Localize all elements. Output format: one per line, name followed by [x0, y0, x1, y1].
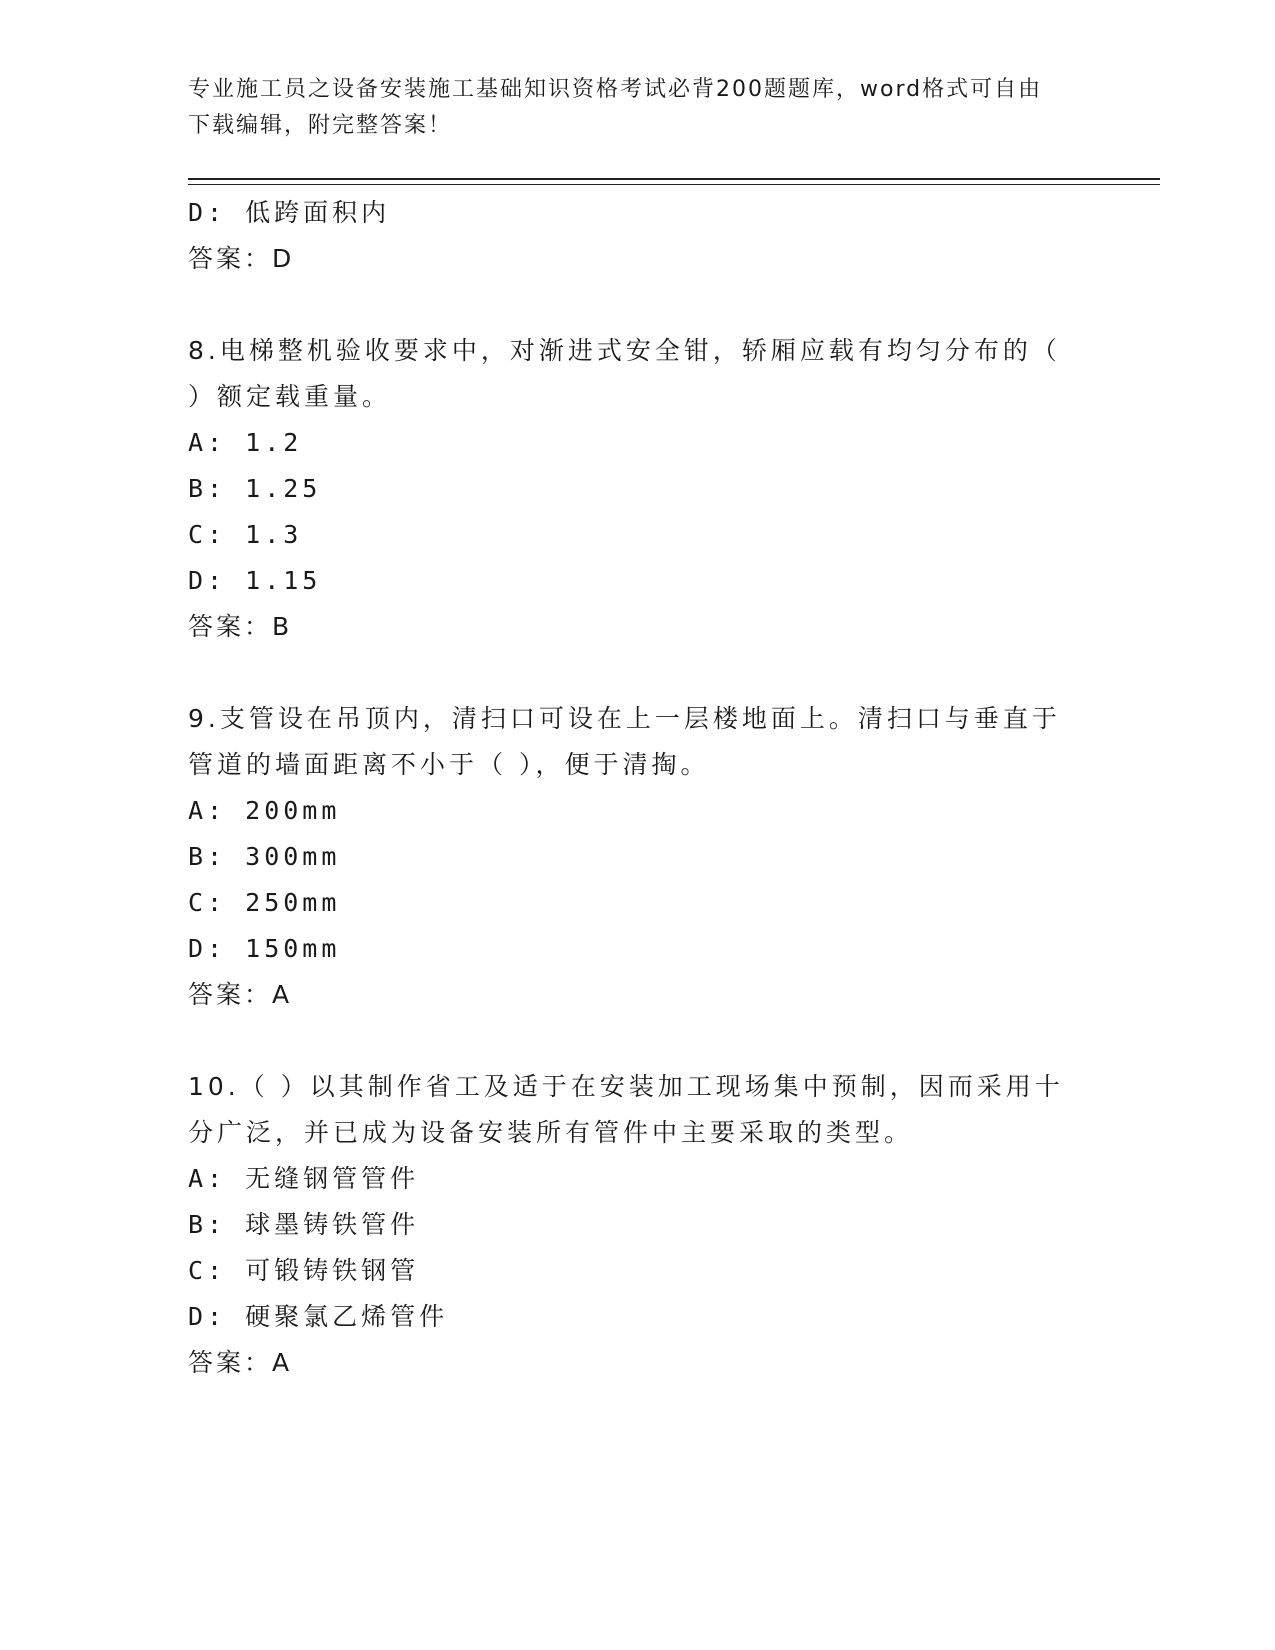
answer: 答案：D	[188, 244, 295, 273]
option-d: D: 1.15	[188, 566, 322, 595]
question-stem-line-1: 9.支管设在吊顶内，清扫口可设在上一层楼地面上。清扫口与垂直于	[188, 704, 1061, 733]
option-d: D: 低跨面积内	[188, 198, 391, 227]
question-stem-line-1: 8.电梯整机验收要求中，对渐进式安全钳，轿厢应载有均匀分布的（	[188, 336, 1061, 365]
question-10	[188, 1064, 1088, 1386]
question-stem-line-1: 10.（ ）以其制作省工及适于在安装加工现场集中预制，因而采用十	[188, 1072, 1064, 1101]
header-line-1: 专业施工员之设备安装施工基础知识资格考试必背200题题库，word格式可自由	[188, 77, 1043, 102]
option-a: A: 无缝钢管管件	[188, 1164, 420, 1193]
question-stem-line-2: ）额定载重量。	[188, 382, 392, 411]
question-content	[188, 190, 1088, 1386]
spacer	[188, 282, 1088, 328]
option-d: D: 150mm	[188, 934, 341, 963]
answer: 答案：A	[188, 1348, 293, 1377]
question-8	[188, 328, 1088, 650]
option-b: B: 300mm	[188, 842, 341, 871]
question-7-tail	[188, 190, 1088, 282]
header-divider-thin	[188, 184, 1160, 185]
option-a: A: 200mm	[188, 796, 341, 825]
document-header	[188, 72, 1068, 144]
question-stem-line-2: 分广泛，并已成为设备安装所有管件中主要采取的类型。	[188, 1118, 914, 1147]
option-d: D: 硬聚氯乙烯管件	[188, 1302, 449, 1331]
question-9	[188, 696, 1088, 1018]
header-line-2: 下载编辑，附完整答案！	[188, 113, 453, 138]
spacer	[188, 650, 1088, 696]
answer: 答案：A	[188, 980, 293, 1009]
spacer	[188, 1018, 1088, 1064]
header-divider-thick	[188, 178, 1160, 180]
question-stem-line-2: 管道的墙面距离不小于（ ），便于清掏。	[188, 750, 710, 779]
answer: 答案：B	[188, 612, 293, 641]
option-c: C: 250mm	[188, 888, 341, 917]
option-b: B: 1.25	[188, 474, 322, 503]
option-b: B: 球墨铸铁管件	[188, 1210, 420, 1239]
option-a: A: 1.2	[188, 428, 303, 457]
option-c: C: 1.3	[188, 520, 303, 549]
option-c: C: 可锻铸铁钢管	[188, 1256, 420, 1285]
